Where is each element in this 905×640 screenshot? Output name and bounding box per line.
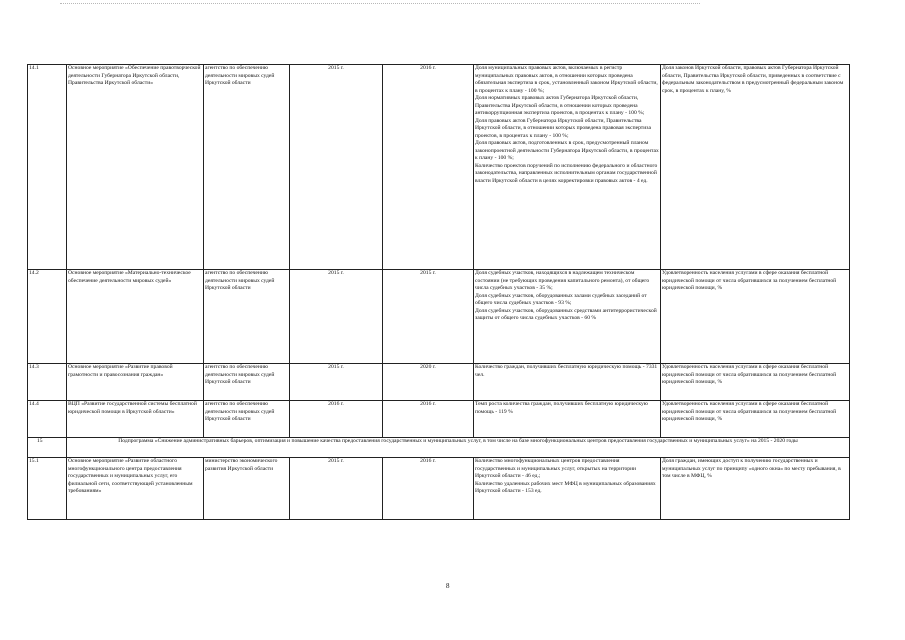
event-name: Основное мероприятие «Материально-техническое обеспечение деятельности мировых судей» xyxy=(67,270,204,364)
event-name: Основное мероприятие «Развитие правовой грамотности и правосознания граждан» xyxy=(67,364,204,401)
result-line: Доля правовых актов, подготовленных в срок, предусмотренный планом законопроектной деятельности Губернатора Иркутской области, в процентах к плану - 100 %; xyxy=(475,140,659,161)
scan-dotted-line xyxy=(60,3,700,5)
target-indicator: Удовлетворенность населения услугами в сфере оказания бесплатной юридической помощи от числа обратившихся за получением бесплатной юридической помощи, % xyxy=(661,401,850,438)
expected-results xyxy=(474,364,661,401)
end-year: 2016 г. xyxy=(383,401,474,438)
executor: агентство по обеспечению деятельности мировых судей Иркутской области xyxy=(204,270,290,364)
executor: министерство экономического развития Иркутской области xyxy=(204,458,290,520)
executor: агентство по обеспечению деятельности мировых судей Иркутской области xyxy=(204,364,290,401)
subprogram-row xyxy=(28,438,850,458)
program-events-table xyxy=(27,64,850,520)
table-row-15-1 xyxy=(28,458,850,520)
end-year: 2016 г. xyxy=(383,458,474,520)
executor: агентство по обеспечению деятельности мировых судей Иркутской области xyxy=(204,65,290,270)
subprogram-number: 15 xyxy=(28,438,67,458)
table-row-14-3 xyxy=(28,364,850,401)
result-line: Количество граждан, получивших бесплатную юридическую помощь - 7331 чел. xyxy=(475,364,658,378)
result-line: Доля судебных участков, находящихся в надлежащем техническом состоянии (не требующих проведения капитального ремонта), от общего числа судебных участков - 35 %; xyxy=(475,270,650,291)
result-line: Доля муниципальных правовых актов, включаемых в регистр муниципальных правовых актов, в отношении которых проведена обязательная экспертиза в срок, установленный законом Иркутской области, в процентах к плану - 100 %; xyxy=(475,65,658,94)
row-number: 15.1 xyxy=(28,458,67,520)
row-number: 14.3 xyxy=(28,364,67,401)
page-number: 8 xyxy=(446,582,450,590)
executor: агентство по обеспечению деятельности мировых судей Иркутской области xyxy=(204,401,290,438)
target-indicator: Доля граждан, имеющих доступ к получению государственных и муниципальных услуг по принципу «одного окна» по месту пребывания, в том числе в МФЦ, % xyxy=(661,458,850,520)
row-number: 14.2 xyxy=(28,270,67,364)
expected-results xyxy=(474,458,661,520)
event-name: Основное мероприятие «Обеспечение правотворческой деятельности Губернатора Иркутской области, Правительства Иркутской области» xyxy=(67,65,204,270)
table-row-14-4 xyxy=(28,401,850,438)
end-year: 2015 г. xyxy=(383,270,474,364)
result-line: Темп роста количества граждан, получивших бесплатную юридическую помощь - 119 % xyxy=(475,401,648,415)
start-year: 2015 г. xyxy=(290,65,383,270)
result-line: Количество удаленных рабочих мест МФЦ в муниципальных образованиях Иркутской области - 153 ед. xyxy=(475,480,656,494)
end-year: 2020 г. xyxy=(383,364,474,401)
target-indicator: Удовлетворенность населения услугами в сфере оказания бесплатной юридической помощи от числа обратившихся за получением бесплатной юридической помощи, % xyxy=(661,364,850,401)
event-name: ВЦП «Развитие государственной системы бесплатной юридической помощи в Иркутской области» xyxy=(67,401,204,438)
start-year: 2015 г. xyxy=(290,270,383,364)
result-line: Количество проектов поручений по исполнению федерального и областного законодательства, направленных исполнительным органам государственной власти Иркутской области в целях корректировки правовых актов - 4 ед. xyxy=(475,162,658,184)
event-name: Основное мероприятие «Развитие областного многофункционального центра предоставления государственных и муниципальных услуг, его филиальной сети, соответствующей установленным требованиям» xyxy=(67,458,204,520)
end-year: 2016 г. xyxy=(383,65,474,270)
expected-results xyxy=(474,270,661,364)
row-number: 14.1 xyxy=(28,65,67,270)
table-row-14-1 xyxy=(28,65,850,270)
result-line: Доля судебных участков, оборудованных средствами антитеррористической защиты от общего числа судебных участков - 60 % xyxy=(475,307,657,321)
result-line: Доля судебных участков, оборудованных залами судебных заседаний от общего числа судебных участков - 93 %; xyxy=(475,292,647,306)
expected-results xyxy=(474,401,661,438)
start-year: 2016 г. xyxy=(290,401,383,438)
expected-results xyxy=(474,65,661,270)
start-year: 2015 г. xyxy=(290,458,383,520)
row-number: 14.4 xyxy=(28,401,67,438)
result-line: Количество многофункциональных центров предоставления государственных и муниципальных услуг, открытых на территории Иркутской области - 46 ед.; xyxy=(475,458,637,479)
start-year: 2015 г. xyxy=(290,364,383,401)
table-row-14-2 xyxy=(28,270,850,364)
target-indicator: Доля законов Иркутской области, правовых актов Губернатора Иркутской области, Правительства Иркутской области, приведенных в соответствие с федеральным законодательством в предусмотренный федеральным законом срок, в процентах к плану, % xyxy=(661,65,850,270)
subprogram-title: Подпрограмма «Снижение административных барьеров, оптимизация и повышение качества предоставления государственных и муниципальных услуг, в том числе на базе многофункциональных центров предоставления государственных и муниципальных услуг» на 2015 - 2020 годы xyxy=(67,438,850,458)
result-line: Доля нормативных правовых актов Губернатора Иркутской области, Правительства Иркутской области, в отношении которых проведена антикоррупционная экспертиза проектов, в процентах к плану - 100 %; xyxy=(475,95,645,116)
result-line: Доля правовых актов Губернатора Иркутской области, Правительства Иркутской области, в отношении которых проведена правовая экспертиза проектов, в процентах к плану - 100 %; xyxy=(475,117,651,139)
target-indicator: Удовлетворенность населения услугами в сфере оказания бесплатной юридической помощи от числа обратившихся за получением бесплатной юридической помощи, % xyxy=(661,270,850,364)
